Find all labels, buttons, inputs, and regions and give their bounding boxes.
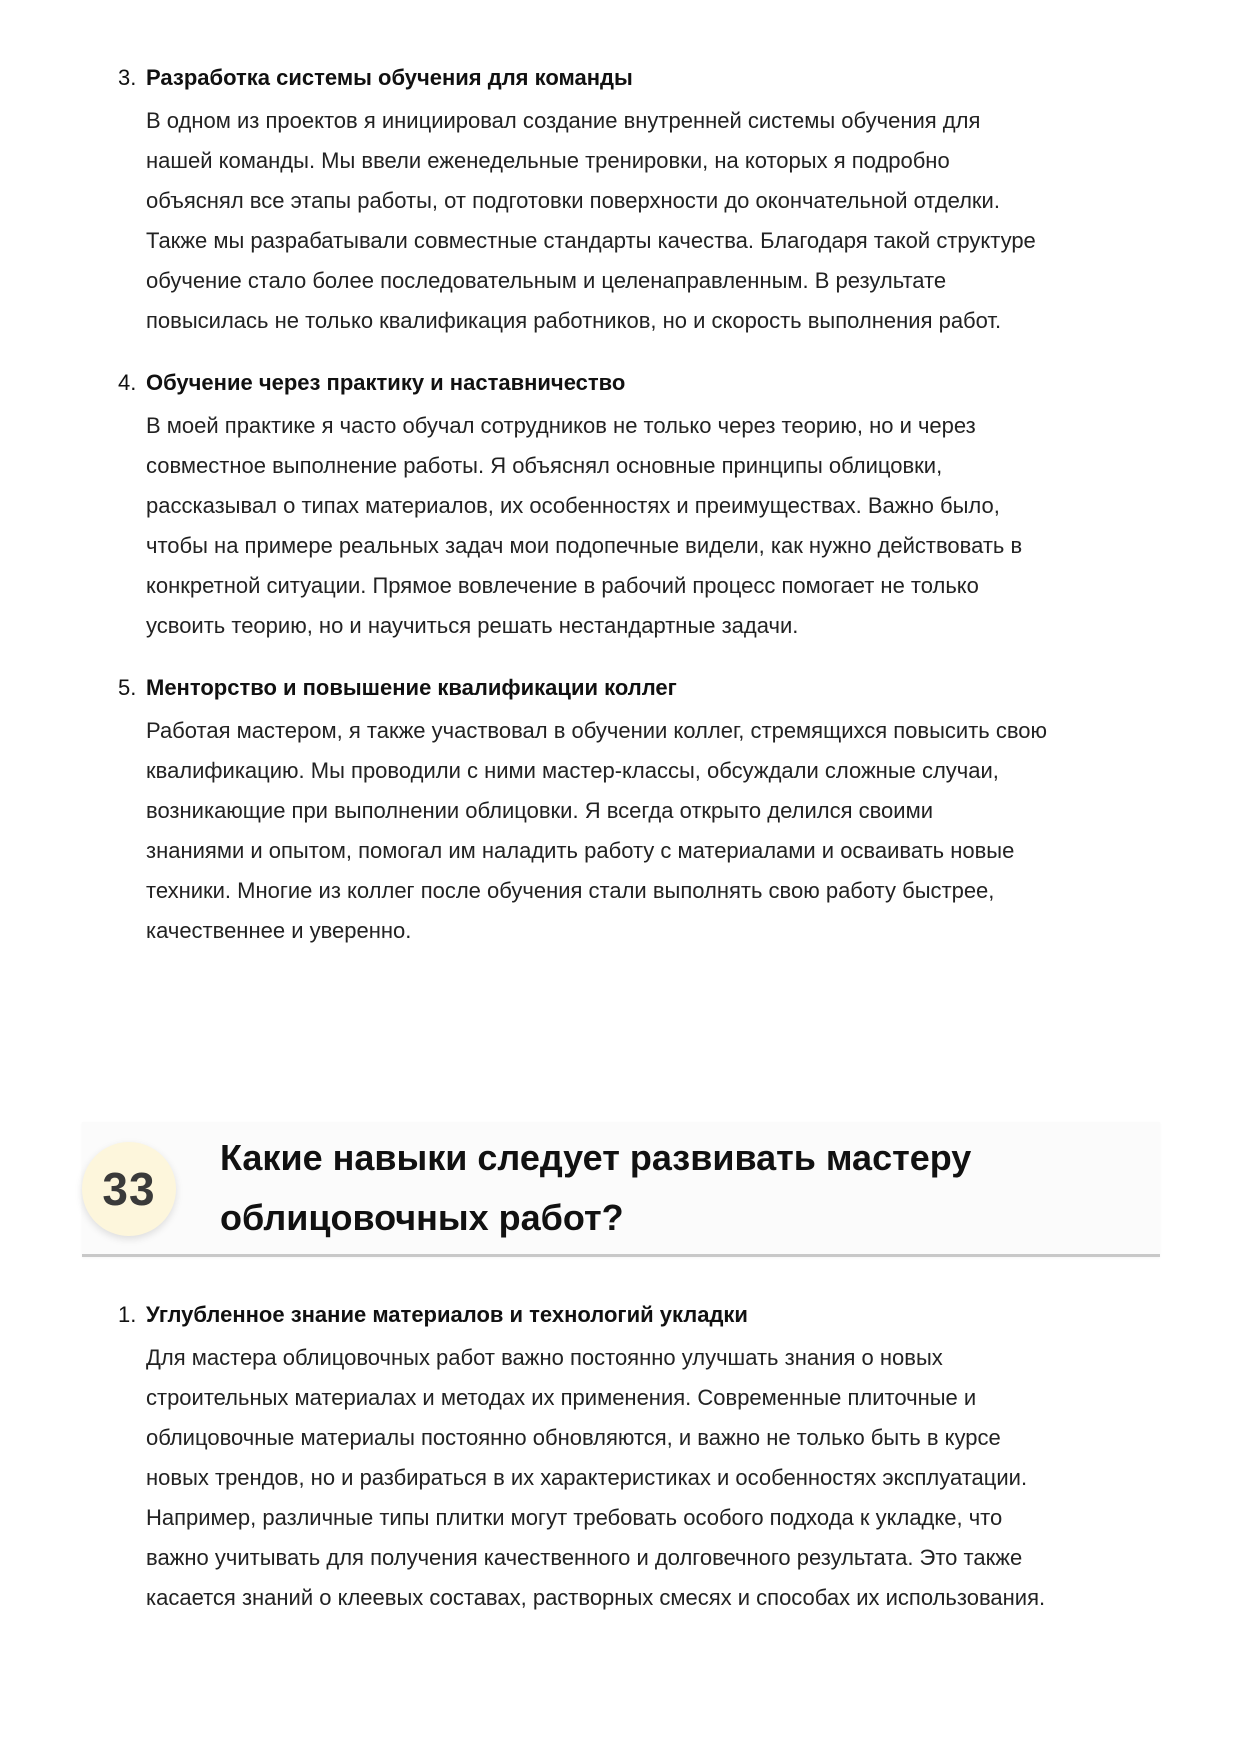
body-line: В моей практике я часто обучал сотрудников не только через теорию, но и через bbox=[146, 413, 976, 438]
body-line: техники. Многие из коллег после обучения стали выполнять свою работу быстрее, bbox=[146, 878, 995, 903]
body-line: возникающие при выполнении облицовки. Я всегда открыто делился своими bbox=[146, 798, 933, 823]
body-line: Например, различные типы плитки могут требовать особого подхода к укладке, что bbox=[146, 1505, 1003, 1530]
body-line: новых трендов, но и разбираться в их характеристиках и особенностях эксплуатации. bbox=[146, 1465, 1028, 1490]
list-item-body bbox=[146, 101, 1196, 341]
section-title bbox=[220, 1128, 971, 1248]
list-item-number: 4. bbox=[118, 370, 137, 395]
body-line: важно учитывать для получения качественного и долговечного результата. Это также bbox=[146, 1545, 1023, 1570]
section-title-line: Какие навыки следует развивать мастеру bbox=[220, 1137, 972, 1178]
body-line: обучение стало более последовательным и целенаправленным. В результате bbox=[146, 268, 947, 293]
body-line: нашей команды. Мы ввели еженедельные тренировки, на которых я подробно bbox=[146, 148, 950, 173]
body-line: рассказывал о типах материалов, их особенностях и преимуществах. Важно было, bbox=[146, 493, 1000, 518]
list-item-title: Разработка системы обучения для команды bbox=[146, 65, 633, 90]
body-line: Для мастера облицовочных работ важно постоянно улучшать знания о новых bbox=[146, 1345, 943, 1370]
body-line: В одном из проектов я инициировал создание внутренней системы обучения для bbox=[146, 108, 981, 133]
list-item-number: 5. bbox=[118, 675, 137, 700]
list-item-number: 3. bbox=[118, 65, 137, 90]
list-item-title: Углубленное знание материалов и технологий укладки bbox=[146, 1302, 748, 1327]
body-line: Также мы разрабатывали совместные стандарты качества. Благодаря такой структуре bbox=[146, 228, 1036, 253]
body-line: качественнее и уверенно. bbox=[146, 918, 412, 943]
section-title-line: облицовочных работ? bbox=[220, 1197, 624, 1238]
body-line: конкретной ситуации. Прямое вовлечение в рабочий процесс помогает не только bbox=[146, 573, 979, 598]
section-number-badge: 33 bbox=[82, 1142, 176, 1236]
body-line: квалификацию. Мы проводили с ними мастер-классы, обсуждали сложные случаи, bbox=[146, 758, 999, 783]
body-line: строительных материалах и методах их применения. Современные плиточные и bbox=[146, 1385, 977, 1410]
body-line: знаниями и опытом, помогал им наладить работу с материалами и осваивать новые bbox=[146, 838, 1015, 863]
body-line: повысилась не только квалификация работников, но и скорость выполнения работ. bbox=[146, 308, 1002, 333]
list-item-body bbox=[146, 711, 1196, 951]
list-item-body bbox=[146, 1338, 1196, 1618]
body-line: усвоить теорию, но и научиться решать нестандартные задачи. bbox=[146, 613, 799, 638]
body-line: облицовочные материалы постоянно обновляются, и важно не только быть в курсе bbox=[146, 1425, 1001, 1450]
body-line: касается знаний о клеевых составах, растворных смесях и способах их использования. bbox=[146, 1585, 1046, 1610]
list-item-body bbox=[146, 406, 1196, 646]
body-line: совместное выполнение работы. Я объяснял основные принципы облицовки, bbox=[146, 453, 943, 478]
list-item-title: Обучение через практику и наставничество bbox=[146, 370, 626, 395]
list-item-title: Менторство и повышение квалификации коллег bbox=[146, 675, 677, 700]
body-line: объяснял все этапы работы, от подготовки поверхности до окончательной отделки. bbox=[146, 188, 1000, 213]
list-item-number: 1. bbox=[118, 1302, 137, 1327]
body-line: Работая мастером, я также участвовал в обучении коллег, стремящихся повысить свою bbox=[146, 718, 1048, 743]
body-line: чтобы на примере реальных задач мои подопечные видели, как нужно действовать в bbox=[146, 533, 1023, 558]
section-header bbox=[82, 1122, 1160, 1257]
